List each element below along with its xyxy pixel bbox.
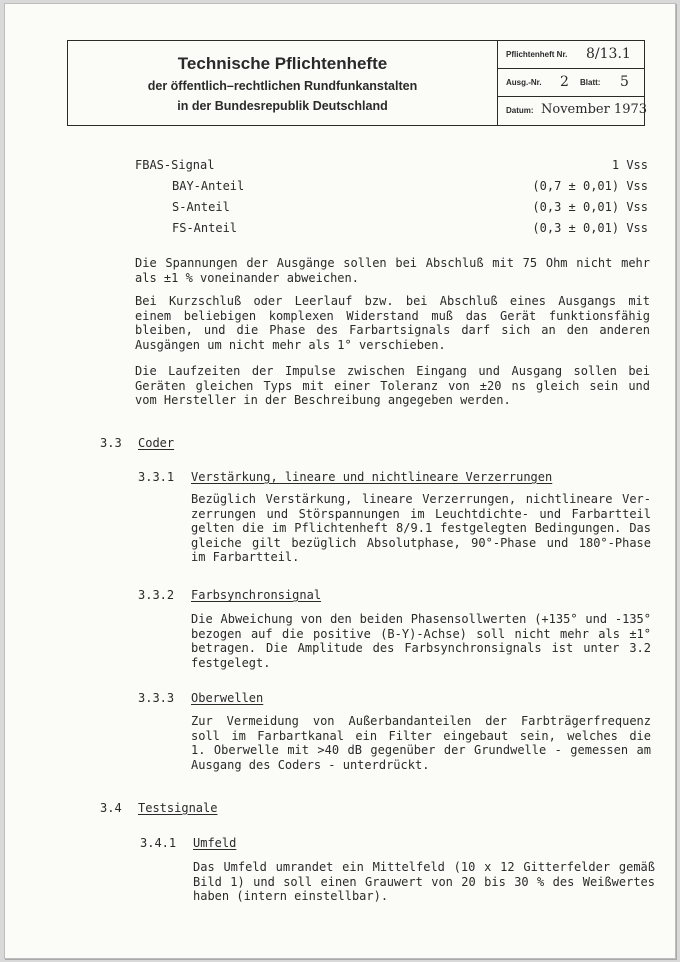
- paragraph-amplification: [191, 492, 651, 565]
- ausgabe-label: Ausg.-Nr.: [506, 78, 542, 87]
- text-line: haben (intern einstellbar).: [193, 889, 389, 903]
- signal-name: BAY-Anteil: [172, 179, 245, 193]
- pflichtenheft-number: 8/13.1: [586, 46, 631, 62]
- text-line: Die Laufzeiten der Impulse zwischen Eingang und Ausgang sollen bei: [135, 364, 650, 378]
- signal-value: (0,3 ± 0,01) Vss: [532, 221, 648, 235]
- subsection-number: 3.3.1: [138, 470, 175, 484]
- paragraph-short-circuit: [135, 294, 650, 352]
- text-line: im Farbartteil.: [191, 550, 300, 564]
- section-title: Testsignale: [138, 801, 218, 815]
- text-line: vom Hersteller in der Beschreibung angegeben werden.: [135, 393, 511, 407]
- text-line: Die Abweichung von den beiden Phasensollwerten (+135° und -135°: [191, 612, 651, 626]
- text-line: Ausgang des Coders - unterdrückt.: [191, 757, 430, 772]
- text-line: festgelegt.: [191, 655, 271, 670]
- paragraph-surround: [193, 860, 655, 904]
- text-line: einem beliebigen komplexen Widerstand muß das Gerät funktionsfähig: [135, 308, 650, 323]
- text-line: 1. Oberwelle mit >40 dB gegenüber der Grundwelle - gemessen am: [191, 743, 651, 757]
- text-line: Bei Kurzschluß oder Leerlauf bzw. bei Abschluß eines Ausgangs mit: [135, 294, 650, 308]
- text-line: soll im Farbartkanal ein Filter eingebaut sein, welches die: [191, 728, 651, 743]
- signal-name: FBAS-Signal: [135, 158, 215, 172]
- subsection-number: 3.3.2: [138, 588, 175, 602]
- paragraph-output-voltage: [135, 256, 650, 285]
- signal-value: 1 Vss: [611, 158, 648, 172]
- subsection-title: Farbsynchronsignal: [191, 588, 322, 602]
- text-line: Bild 1) und soll einen Grauwert von 20 bis 30 % des Weißwertes: [193, 874, 655, 889]
- header-subtitle-1: der öffentlich–rechtlichen Rundfunkanstalten: [147, 79, 418, 93]
- datum-label: Datum:: [506, 106, 534, 115]
- paragraph-color-burst: [191, 612, 651, 670]
- subsection-number: 3.4.1: [140, 836, 177, 850]
- blatt-label: Blatt:: [580, 78, 601, 87]
- signal-value: (0,3 ± 0,01) Vss: [532, 200, 648, 214]
- ausgabe-number: 2: [560, 74, 569, 90]
- signal-value: (0,7 ± 0,01) Vss: [532, 179, 648, 193]
- section-number: 3.3: [100, 436, 122, 450]
- pflichtenheft-label: Pflichtenheft Nr.: [506, 50, 568, 59]
- text-line: Zur Vermeidung von Außerbandanteilen der Farbträgerfrequenz: [191, 714, 651, 728]
- text-line: Geräten gleichen Typs mit einer Toleranz von ±20 ns gleich sein und: [135, 378, 650, 393]
- subsection-title: Verstärkung, lineare und nichtlineare Verzerrungen: [191, 470, 553, 484]
- datum-value: November 1973: [541, 102, 648, 117]
- subsection-title: Umfeld: [193, 836, 237, 850]
- section-number: 3.4: [100, 801, 122, 815]
- header-title-block: [68, 41, 498, 125]
- text-line: Das Umfeld umrandet ein Mittelfeld (10 x 12 Gitterfelder gemäß: [193, 860, 655, 874]
- header-meta-block: [498, 41, 648, 125]
- ausgabe-row: [498, 69, 644, 97]
- signal-name: FS-Anteil: [172, 221, 238, 235]
- document-header: [67, 40, 648, 126]
- text-line: bezogen auf die positive (B-Y)-Achse) soll nicht mehr als ±1°: [191, 626, 651, 641]
- text-line: gelten die im Pflichtenheft 8/9.1 festgelegten Bedingungen. Das: [191, 521, 651, 535]
- subsection-title: Oberwellen: [191, 691, 264, 705]
- datum-row: [498, 97, 648, 125]
- pflichtenheft-row: [498, 41, 644, 69]
- header-title: Technische Pflichtenhefte: [177, 54, 388, 73]
- text-line: Die Spannungen der Ausgänge sollen bei Abschluß mit 75 Ohm nicht mehr: [135, 256, 650, 270]
- text-line: zerrungen und Störspannungen im Leuchtdichte- und Farbartteil: [191, 506, 651, 521]
- signal-name: S-Anteil: [172, 200, 230, 214]
- header-subtitle-2: in der Bundesrepublik Deutschland: [177, 99, 388, 113]
- section-title: Coder: [138, 436, 175, 450]
- blatt-number: 5: [620, 74, 629, 90]
- text-line: gleiche gilt bezüglich Absolutphase, 90°-Phase und 180°-Phase: [191, 535, 651, 550]
- text-line: bleiben, und die Phase des Farbartsignals darf sich an den anderen: [135, 323, 650, 337]
- text-line: Ausgängen um nicht mehr als 1° verschieben.: [135, 337, 446, 352]
- paragraph-harmonics: [191, 714, 651, 772]
- text-line: als ±1 % voneinander abweichen.: [135, 270, 359, 285]
- paragraph-delay: [135, 364, 650, 408]
- subsection-number: 3.3.3: [138, 691, 175, 705]
- text-line: betragen. Die Amplitude des Farbsynchronsignals ist unter 3.2: [191, 641, 651, 655]
- text-line: Bezüglich Verstärkung, lineare Verzerrungen, nichtlineare Ver-: [191, 492, 651, 506]
